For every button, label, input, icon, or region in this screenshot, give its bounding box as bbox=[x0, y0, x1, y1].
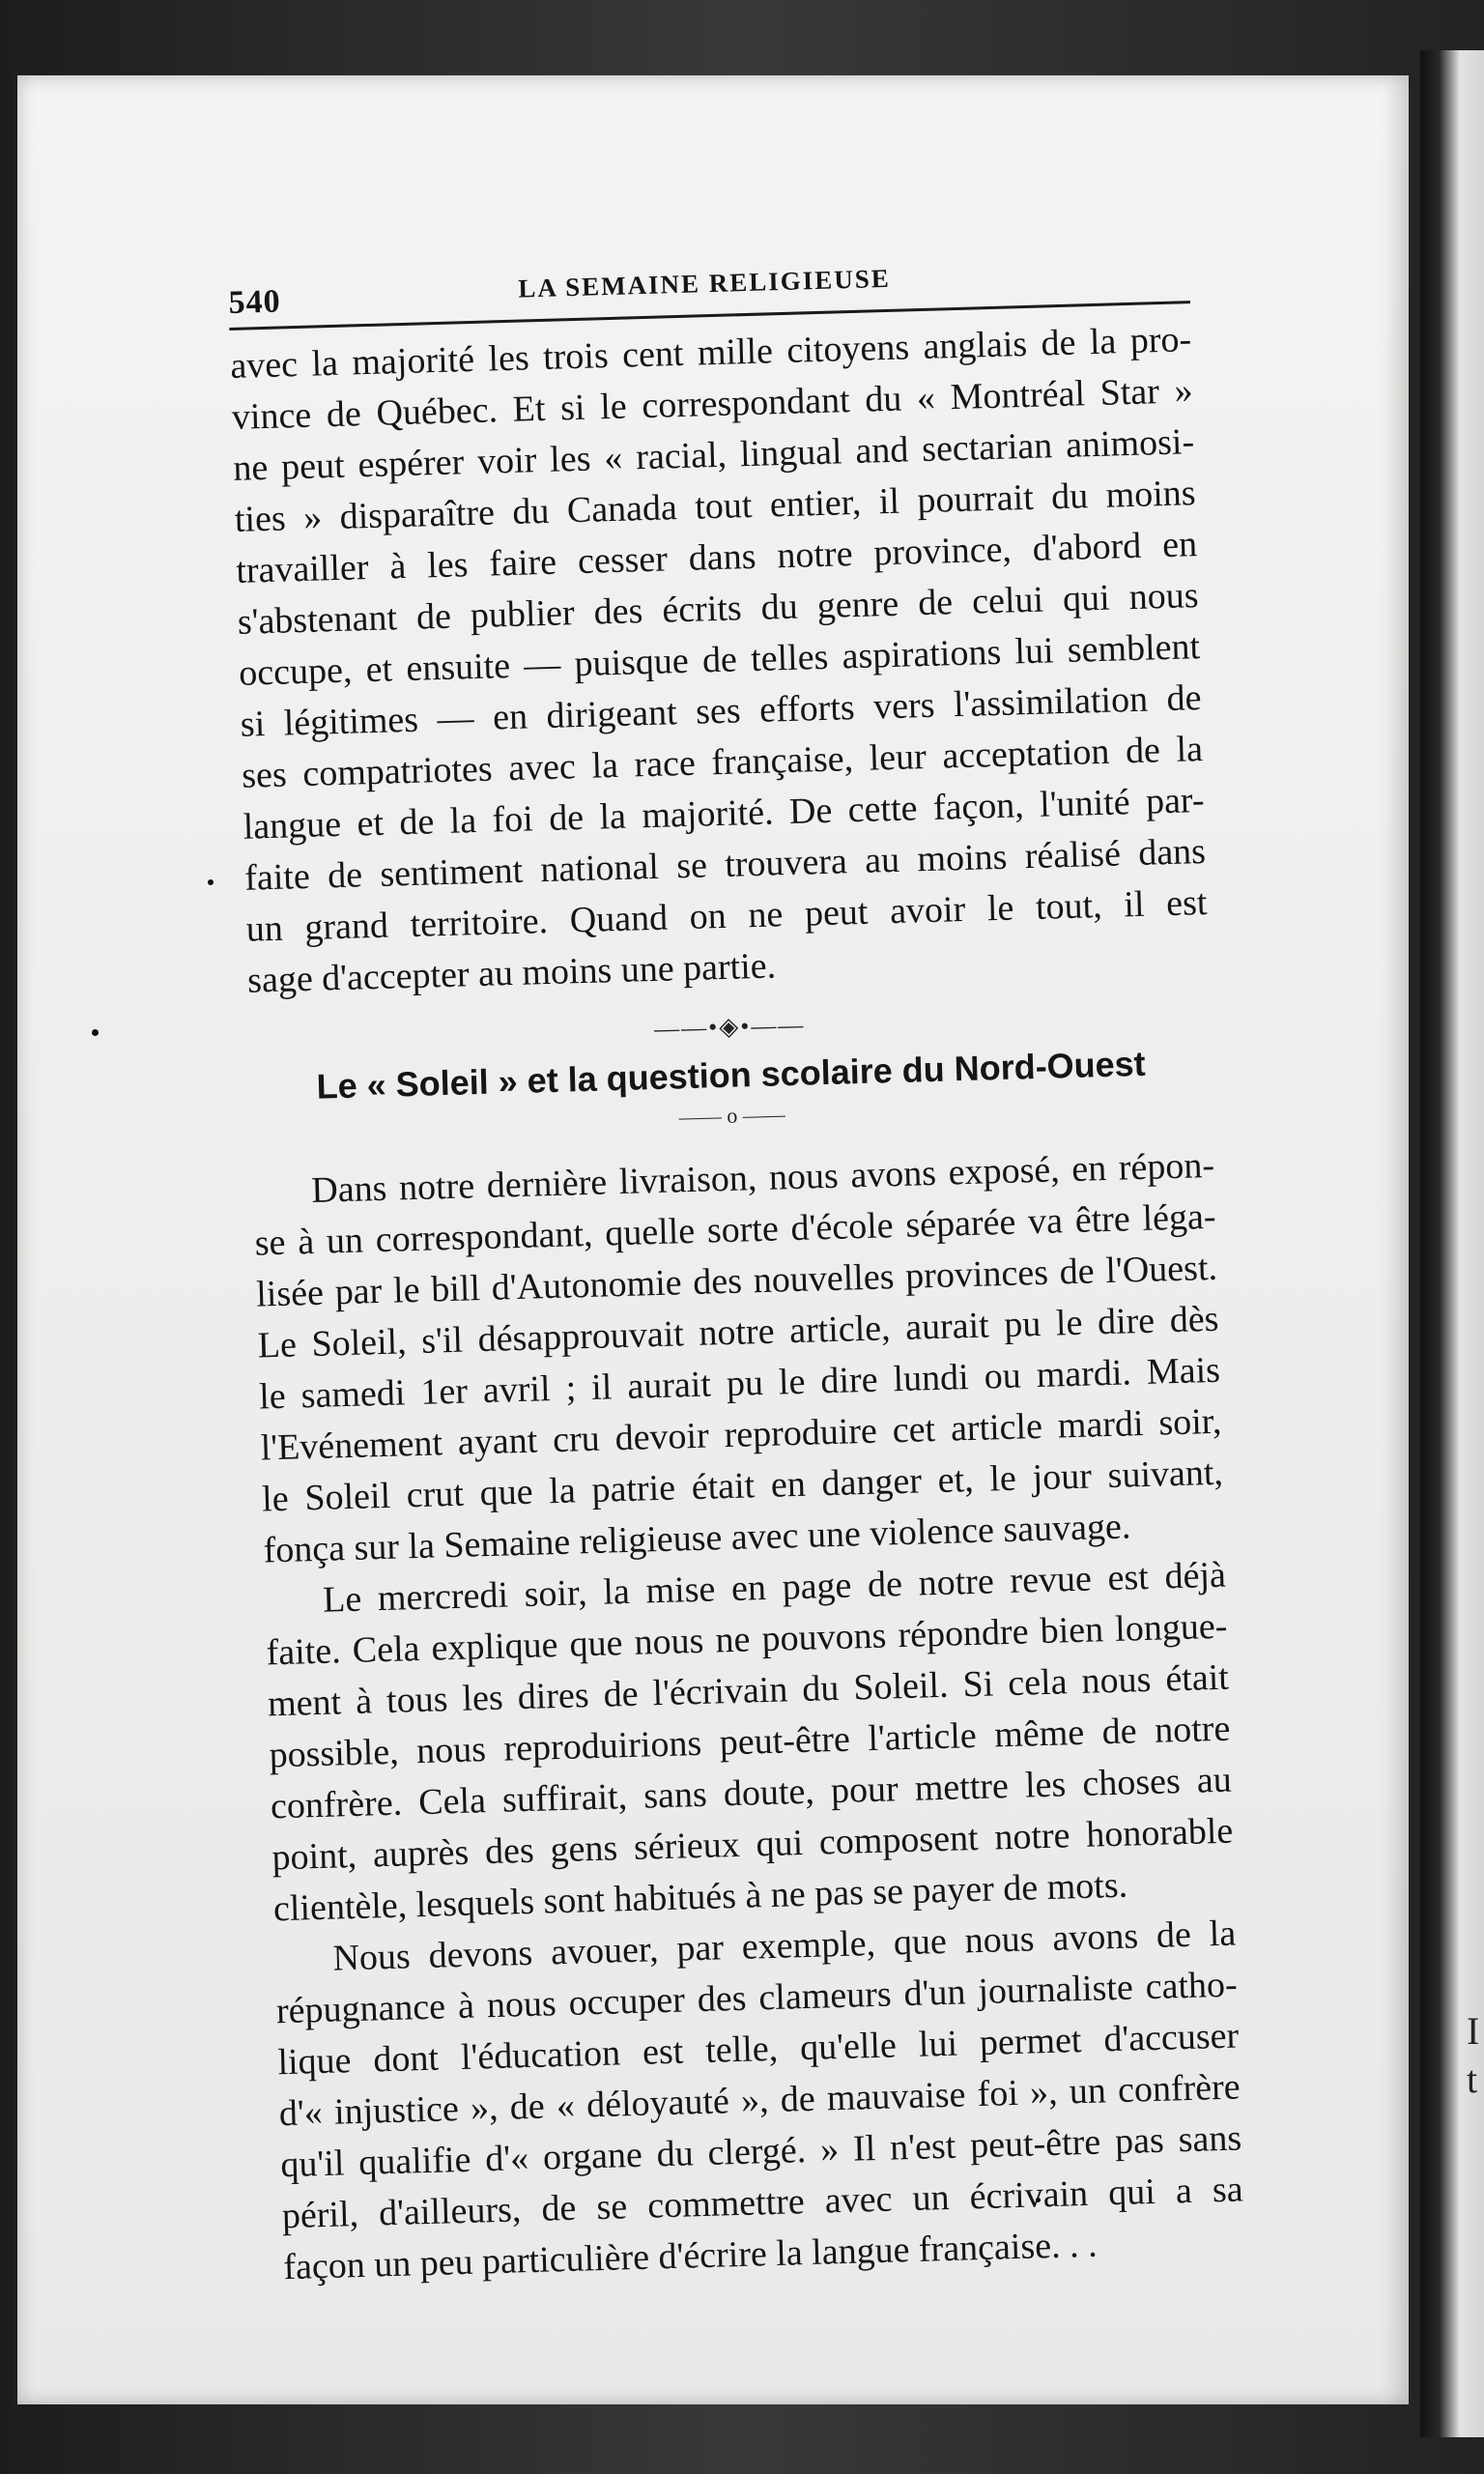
text-line: s'abstenant de publier des écrits du genre de celui qui nous bbox=[237, 575, 1200, 643]
text-line: avec la majorité les trois cent mille citoyens anglais de la pro- bbox=[229, 319, 1192, 387]
text-line: sage d'accepter au moins une partie. bbox=[246, 945, 777, 1001]
running-title: LA SEMAINE RELIGIEUSE bbox=[517, 263, 892, 303]
next-page-edge bbox=[1420, 50, 1484, 2437]
page-content bbox=[227, 219, 1245, 2293]
text-line: ment à tous les dires de l'écrivain du Soleil. Si cela nous était bbox=[267, 1656, 1230, 1725]
text-line: fonça sur la Semaine religieuse avec une violence sauvage. bbox=[263, 1506, 1131, 1571]
text-line: ses compatriotes avec la race française, leur acceptation de la bbox=[241, 729, 1204, 796]
text-line: occupe, et ensuite — puisque de telles aspirations lui semblent bbox=[238, 626, 1201, 694]
section-ornament: ——•◈•—— bbox=[653, 1010, 806, 1043]
text-line: l'Evénement ayant cru devoir reproduire cet article mardi soir, bbox=[260, 1400, 1222, 1469]
text-line: Dans notre dernière livraison, nous avons exposé, en répon- bbox=[310, 1144, 1215, 1211]
text-line: clientèle, lesquels sont habitués à ne pas se payer de mots. bbox=[272, 1864, 1128, 1930]
text-line: un grand territoire. Quand on ne peut avoir le tout, il est bbox=[245, 881, 1208, 950]
continuation-paragraph bbox=[230, 314, 1210, 1007]
text-line: possible, nous reproduirions peut-être l'article même de notre bbox=[269, 1708, 1231, 1776]
ink-speck bbox=[208, 879, 214, 885]
text-line: faite. Cela explique que nous ne pouvons répondre bien longue- bbox=[266, 1605, 1228, 1674]
text-line: point, auprès des gens sérieux qui composent notre honorable bbox=[271, 1810, 1234, 1879]
text-line: faite de sentiment national se trouvera au moins réalisé dans bbox=[243, 830, 1207, 899]
text-line: péril, d'ailleurs, de se commettre avec un écrivain qui a sa bbox=[281, 2169, 1244, 2237]
text-line: façon un peu particulière d'écrire la langue française. . . bbox=[282, 2224, 1099, 2288]
text-line: Le mercredi soir, la mise en page de notre revue est déjà bbox=[322, 1554, 1227, 1621]
article-paragraph-3 bbox=[274, 1909, 1245, 2294]
text-line: vince de Québec. Et si le correspondant du « Montréal Star » bbox=[231, 370, 1194, 438]
text-line: si légitimes — en dirigeant ses efforts vers l'assimilation de bbox=[240, 677, 1203, 745]
text-line: lisée par le bill d'Autonomie des nouvelles provinces de l'Ouest. bbox=[255, 1247, 1218, 1315]
text-line: le Soleil crut que la patrie était en danger et, le jour suivant, bbox=[261, 1452, 1224, 1520]
article-paragraph-2 bbox=[264, 1550, 1235, 1936]
section-title: Le « Soleil » et la question scolaire du Nord-Ouest bbox=[316, 1043, 1147, 1107]
text-line: le samedi 1er avril ; il aurait pu le dire lundi ou mardi. Mais bbox=[258, 1349, 1221, 1418]
text-line: travailler à les faire cesser dans notre province, d'abord en bbox=[235, 524, 1198, 591]
text-line: qu'il qualifie d'« organe du clergé. » Il n'est peut-être pas sans bbox=[279, 2117, 1242, 2186]
text-line: répugnance à nous occuper des clameurs d'un journaliste catho- bbox=[275, 1964, 1239, 2032]
text-line: Nous devons avouer, par exemple, que nous avons de la bbox=[331, 1913, 1237, 1979]
next-page-fragment-2: t bbox=[1467, 2057, 1478, 2101]
text-line: langue et de la foi de la majorité. De cette façon, l'unité par- bbox=[243, 779, 1205, 848]
next-page-fragment-1: I bbox=[1467, 2009, 1480, 2053]
ink-speck bbox=[92, 1029, 99, 1036]
text-line: se à un correspondant, quelle sorte d'école séparée va être léga- bbox=[254, 1195, 1217, 1264]
text-line: ne peut espérer voir les « racial, lingual and sectarian animosi- bbox=[232, 421, 1195, 489]
text-line: ties » disparaître du Canada tout entier, il pourrait du moins bbox=[234, 473, 1197, 540]
article-paragraph-1 bbox=[253, 1140, 1225, 1577]
text-line: Le Soleil, s'il désapprouvait notre article, aurait pu le dire dès bbox=[257, 1298, 1219, 1366]
page-number: 540 bbox=[228, 283, 282, 321]
text-line: lique dont l'éducation est telle, qu'elle lui permet d'accuser bbox=[276, 2015, 1240, 2084]
text-line: confrère. Cela suffirait, sans doute, pour mettre les choses au bbox=[270, 1759, 1233, 1827]
section-title-ornament: —— o —— bbox=[678, 1102, 786, 1130]
text-line: d'« injustice », de « déloyauté », de mauvaise foi », un confrère bbox=[278, 2066, 1241, 2135]
